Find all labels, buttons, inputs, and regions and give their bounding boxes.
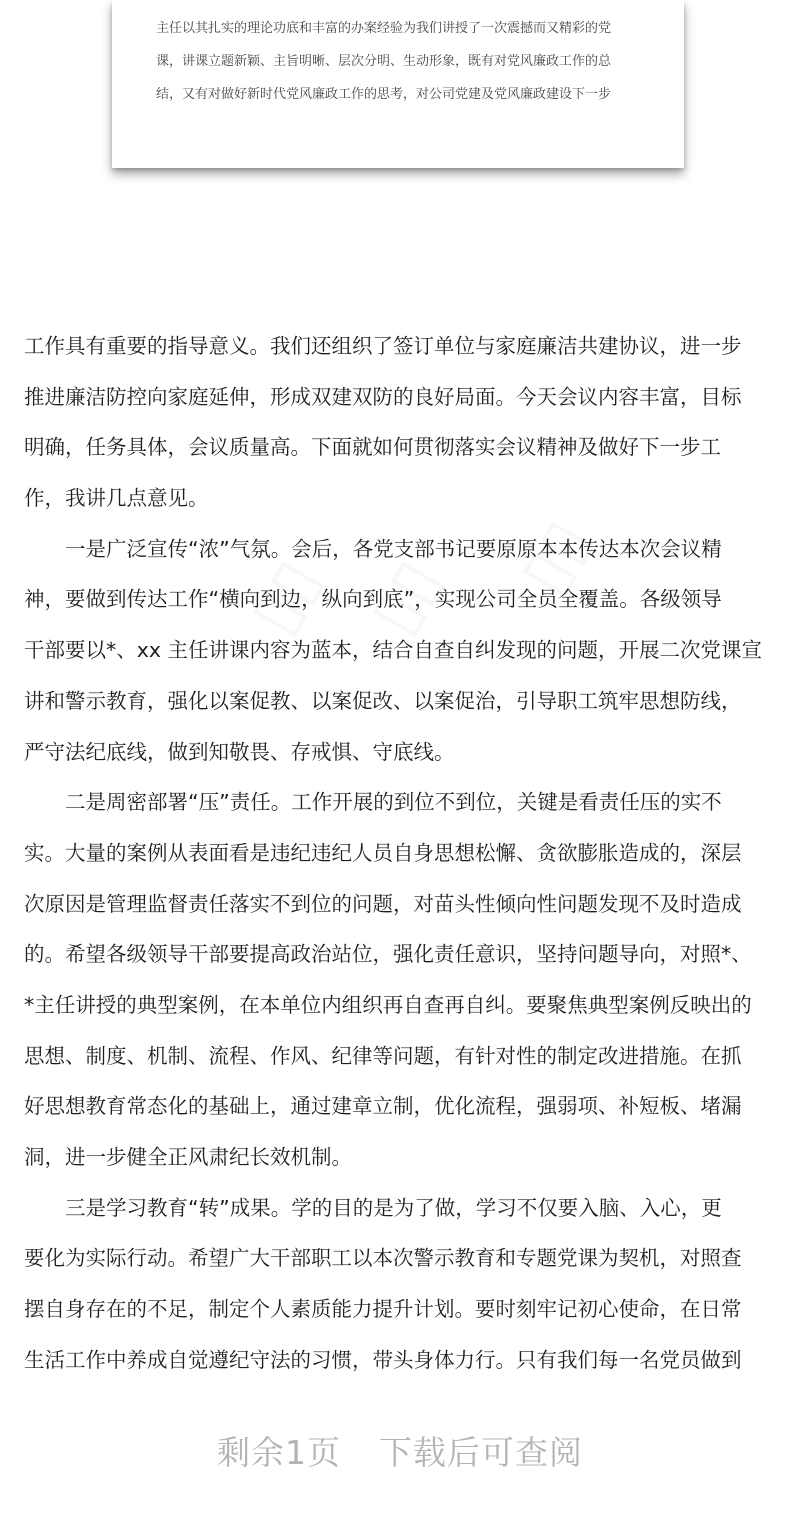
body-line: 摆自身存在的不足，制定个人素质能力提升计划。要时刻牢记初心使命，在日常: [24, 1297, 742, 1322]
document-body: [24, 321, 780, 1385]
body-line: 推进廉洁防控向家庭延伸，形成双建双防的良好局面。今天会议内容丰富，目标: [24, 384, 742, 409]
body-line: 生活工作中养成自觉遵纪守法的习惯，带头身体力行。只有我们每一名党员做到: [24, 1347, 742, 1372]
preview-line: 主任以其扎实的理论功底和丰富的办案经验为我们讲授了一次震撼而又精彩的党: [156, 21, 612, 36]
preview-card: [112, 0, 684, 168]
preview-line: 结，又有对做好新时代党风廉政工作的思考，对公司党建及党风廉政建设下一步: [156, 87, 612, 102]
watermark: ▯▯: [505, 507, 605, 607]
preview-line: 课，讲课立题新颖、主旨明晰、层次分明、生动形象，既有对党风廉政工作的总: [156, 54, 612, 69]
body-line: 工作具有重要的指导意义。我们还组织了签订单位与家庭廉洁共建协议，进一步: [24, 334, 742, 358]
body-line: 要化为实际行动。希望广大干部职工以本次警示教育和专题党课为契机，对照查: [24, 1246, 742, 1271]
body-line: 干部要以*、xx 主任讲课内容为蓝本，结合自查自纠发现的问题，开展二次党课宣: [24, 638, 763, 663]
body-line: 明确，任务具体，会议质量高。下面就如何贯彻落实会议精神及做好下一步工: [24, 435, 721, 460]
body-line: 洞，进一步健全正风肃纪长效机制。: [24, 1145, 352, 1169]
body-line: 的。希望各级领导干部要提高政治站位，强化责任意识，坚持问题导向，对照*、: [24, 942, 752, 967]
body-line: 讲和警示教育，强化以案促教、以案促改、以案促治，引导职工筑牢思想防线，: [24, 688, 742, 713]
body-line: 神，要做到传达工作“横向到边，纵向到底”，实现公司全员全覆盖。各级领导: [24, 587, 722, 612]
body-line: *主任讲授的典型案例，在本单位内组织再自查再自纠。要聚焦典型案例反映出的: [24, 992, 752, 1017]
paragraph-two-heading-line: 二是周密部署“压”责任。工作开展的到位不到位，关键是看责任压的实不: [65, 790, 722, 815]
watermark: ▯▯: [235, 547, 335, 647]
watermark: ▯▯: [355, 547, 455, 647]
body-line: 作，我讲几点意见。: [24, 486, 209, 511]
download-to-view-label: 下载后可查阅: [379, 1433, 583, 1472]
body-line: 思想、制度、机制、流程、作风、纪律等问题，有针对性的制定改进措施。在抓: [24, 1043, 742, 1068]
remaining-pages-label: 剩余1页: [217, 1433, 341, 1472]
body-line: 好思想教育常态化的基础上，通过建章立制，优化流程，强弱项、补短板、堵漏: [24, 1094, 742, 1119]
download-prompt[interactable]: [0, 1428, 800, 1478]
paragraph-three-heading-line: 三是学习教育“转”成果。学的目的是为了做，学习不仅要入脑、入心，更: [65, 1195, 722, 1220]
body-line: 次原因是管理监督责任落实不到位的问题，对苗头性倾向性问题发现不及时造成: [24, 891, 742, 916]
body-line: 实。大量的案例从表面看是违纪违纪人员自身思想松懈、贪欲膨胀造成的，深层: [24, 840, 742, 865]
body-line: 严守法纪底线，做到知敬畏、存戒惧、守底线。: [24, 739, 455, 764]
paragraph-one-heading-line: 一是广泛宣传“浓”气氛。会后，各党支部书记要原原本本传达本次会议精: [65, 536, 722, 561]
